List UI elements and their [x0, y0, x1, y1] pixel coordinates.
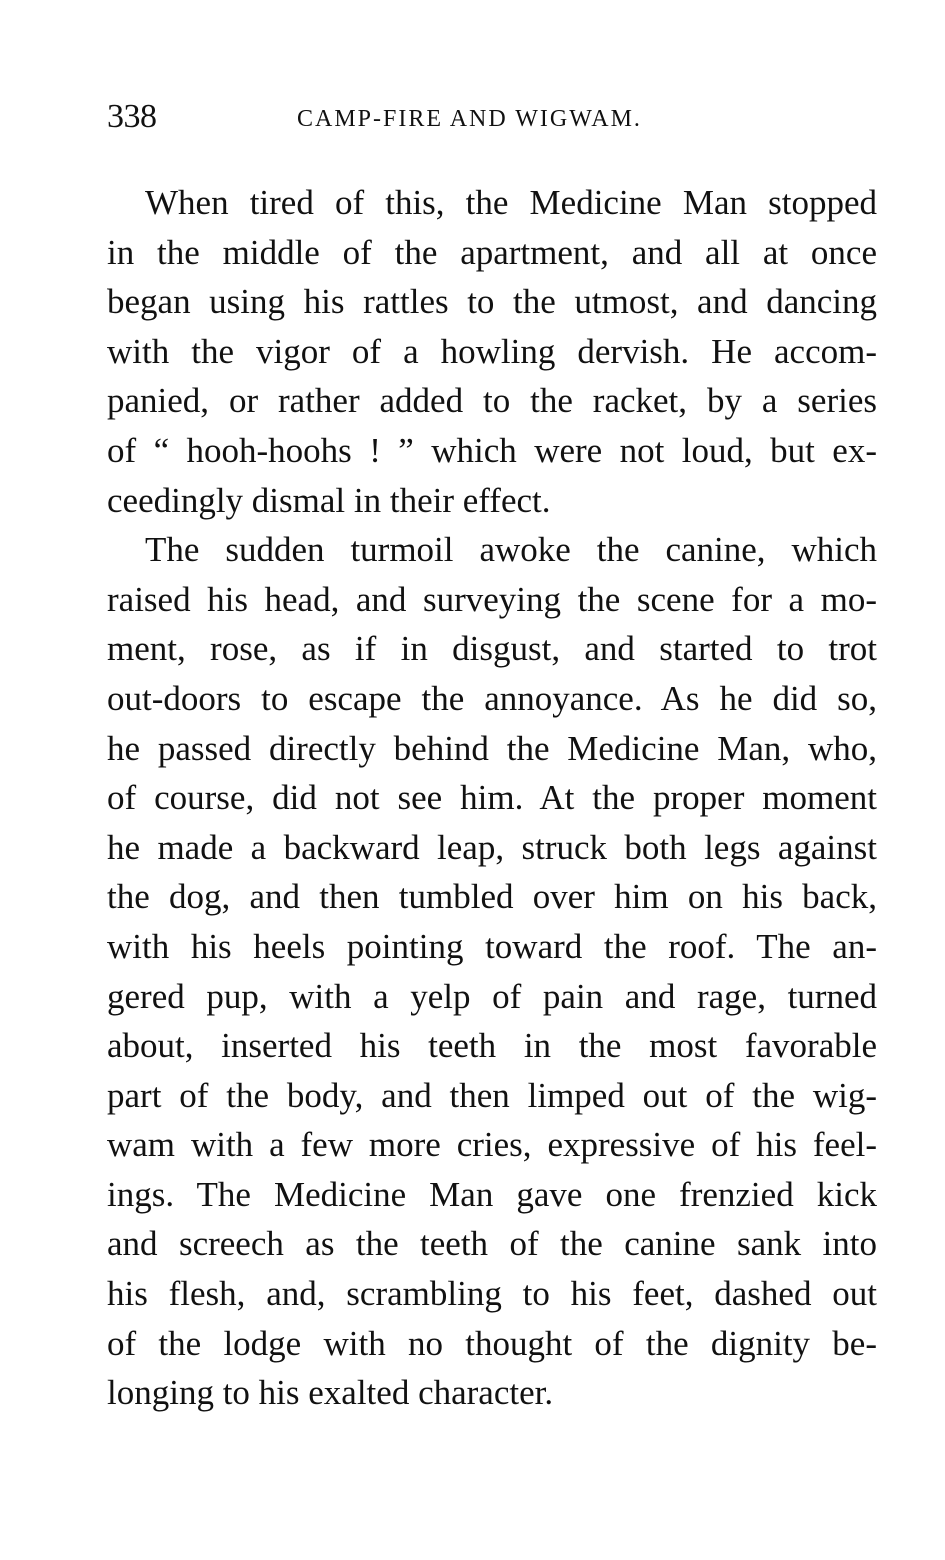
page-number: 338	[107, 98, 157, 135]
text-line: The sudden turmoil awoke the canine, which	[145, 530, 877, 570]
paragraph-2	[107, 525, 877, 1418]
page-header	[107, 92, 877, 142]
text-line: of the lodge with no thought of the dignity be-	[107, 1323, 877, 1363]
text-line: the dog, and then tumbled over him on his back,	[107, 877, 877, 917]
text-line: panied, or rather added to the racket, by a series	[107, 381, 877, 421]
text-line: wam with a few more cries, expressive of his feel-	[107, 1125, 877, 1165]
text-line: began using his rattles to the utmost, and dancing	[107, 282, 877, 322]
text-line: of course, did not see him. At the proper moment	[107, 778, 877, 818]
text-line: gered pup, with a yelp of pain and rage, turned	[107, 976, 877, 1016]
text-line: in the middle of the apartment, and all at once	[107, 232, 877, 272]
text-line: ment, rose, as if in disgust, and started to trot	[107, 629, 877, 669]
text-line: part of the body, and then limped out of the wig-	[107, 1075, 877, 1115]
text-line: of “ hooh-hoohs ! ” which were not loud, but ex-	[107, 430, 877, 470]
text-line: he passed directly behind the Medicine Man, who,	[107, 728, 877, 768]
text-line: ings. The Medicine Man gave one frenzied kick	[107, 1174, 877, 1214]
text-line: with his heels pointing toward the roof. The an-	[107, 926, 877, 966]
paragraph-1	[107, 178, 877, 525]
text-line: out-doors to escape the annoyance. As he did so,	[107, 678, 877, 718]
text-line: he made a backward leap, struck both legs against	[107, 827, 877, 867]
text-line: with the vigor of a howling dervish. He accom-	[107, 331, 877, 371]
text-line: raised his head, and surveying the scene for a mo-	[107, 579, 877, 619]
text-line: his flesh, and, scrambling to his feet, dashed out	[107, 1274, 877, 1314]
text-line: longing to his exalted character.	[107, 1373, 554, 1413]
text-line: about, inserted his teeth in the most favorable	[107, 1026, 877, 1066]
text-line: When tired of this, the Medicine Man stopped	[145, 183, 877, 222]
text-line: and screech as the teeth of the canine sank into	[107, 1224, 877, 1264]
text-line: ceedingly dismal in their effect.	[107, 480, 551, 520]
running-title: CAMP-FIRE AND WIGWAM.	[297, 106, 642, 132]
body-text	[107, 178, 877, 1418]
